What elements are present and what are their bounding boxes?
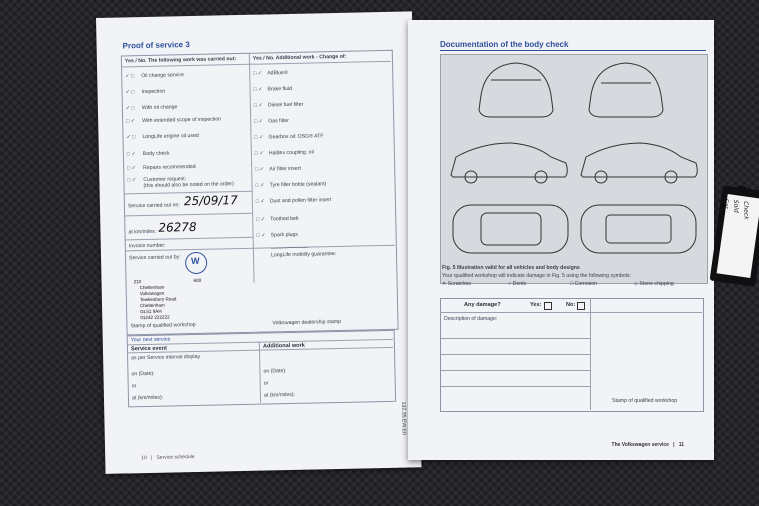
stamp-line: Tewkesbury Road [139, 296, 177, 303]
symbol-scratches: ✕ Scratches [442, 281, 471, 287]
check: □ ✓ [253, 102, 263, 109]
check: □ ✓ [256, 232, 266, 239]
next-row: as per Service interval display [131, 353, 201, 362]
right-item: Diesel fuel filter [267, 101, 304, 109]
service-by-label: Service carried out by: [128, 254, 181, 262]
left-item-note: (this should also be noted on the order) [143, 181, 234, 190]
page-footer: 10 | Service schedule [141, 454, 195, 462]
left-item: Oil change service [141, 72, 184, 80]
check: □ ✓ [254, 134, 264, 141]
next-row-right: at (km/miles): [263, 391, 296, 399]
right-item: Spark plugs [270, 231, 299, 239]
page-title: Proof of service 3 [122, 40, 190, 51]
no-label: No: [566, 302, 576, 308]
dealer-stamp-label: Volkswagen dealership stamp [272, 318, 342, 327]
left-item: Customer request: [143, 176, 187, 184]
footer-text: Service schedule [156, 454, 195, 461]
check: □ ✓ [254, 118, 264, 125]
right-page [408, 20, 714, 460]
right-item: Gas filter [268, 117, 290, 125]
no-checkbox[interactable] [577, 302, 585, 310]
left-item: Body check [142, 150, 170, 158]
invoice-label: Invoice number: [128, 242, 166, 250]
next-row: at (km/miles): [131, 394, 164, 402]
col-right-head: Yes / No. Additional work - Change of: [252, 53, 347, 62]
check: □ ✓ [253, 86, 263, 93]
figure-caption: Fig. 5 Illustration valid for all vehicles and body designs [442, 265, 580, 271]
vw-logo: W [185, 252, 207, 274]
vehicle-diagram [440, 54, 708, 284]
stamp-line: 01242 222222 [140, 314, 170, 321]
stamp-line: 600 [193, 277, 202, 284]
left-item: With oil change [141, 104, 178, 112]
stamp-line: Cheltenham [139, 302, 165, 309]
left-item: Inspection [141, 88, 166, 96]
tag-line: Check [741, 201, 750, 220]
right-item: Brake fluid [267, 85, 293, 93]
left-item: With extended scope of inspection [142, 116, 222, 125]
next-row-right: or [263, 380, 269, 387]
symbol-stone-chipping: ◇ Stone chipping [634, 281, 674, 287]
right-item: Dust and pollen filter insert [269, 197, 332, 205]
right-item: Tyre filler bottle (sealant) [269, 181, 327, 189]
next-row: on (Date): [131, 370, 155, 378]
description-label: Description of damage: [444, 316, 498, 322]
stamp-line: Cheltenham [139, 284, 165, 291]
check-oil-change: ✓ □ [125, 73, 135, 80]
stamp-workshop-label: Stamp of qualified workshop [130, 321, 196, 330]
symbol-corrosion: □ Corrosion [570, 281, 598, 287]
page-number: 10 [141, 455, 147, 462]
guarantee-label: LongLife mobility guarantee: [270, 251, 337, 259]
right-item: Air filter insert [269, 165, 301, 173]
stamp-line: GL51 9AH [140, 308, 162, 315]
check-repairs: □ ✓ [127, 165, 137, 172]
right-item: AdBlue® [267, 69, 288, 77]
km-handwritten: 26278 [158, 219, 197, 235]
service-date-handwritten: 25/09/17 [183, 193, 238, 209]
next-row: or [131, 383, 137, 390]
left-item: LongLife engine oil used [142, 132, 199, 141]
check: □ ✓ [255, 198, 265, 205]
page-title: Documentation of the body check [440, 40, 569, 49]
check: □ ✓ [255, 182, 265, 189]
check-inspection: ✓ □ [125, 89, 135, 96]
check-body: □ ✓ [126, 151, 136, 158]
check-longlife: ✓ □ [126, 134, 136, 141]
left-page: Proof of service 3 Yes / No. The following work was carried out: Yes / No. Additional work - Change of: ✓ □ Oil change service ✓ □ Inspection ✓ □ With oil change □ ✓ With extended scope of inspection ✓ □ LongLife engine oil used □ ✓ Body check □ ✓ Repairs recommended □ ✓ Customer request: (this should also be noted on the order) Service carried out on: 25/09/17 at km/miles: 26278 Invoice number: Service carried out by: □ ✓ AdBlue® □ ✓ Brake fluid □ ✓ Diesel fuel filter □ ✓ Gas filter □ ✓ Gearbox oil: DSG® ATF □ ✓ Haldex coupling: oil □ ✓ Air filter insert □ ✓ Tyre filler bottle (sealant) □ ✓ Dust and pollen filter insert □ ✓ Toothed belt □ ✓ Spark plugs _____________ LongLife mobility guarantee: W 210 600 Cheltenham Volkswagen Tewkesbury Road Cheltenham GL51 9AH 01242 222222 Stamp of qualified workshop Volkswagen dealership stamp Your next service Service event Additional work as per Service interval display on (Date): or at (km/miles): on (Date): or at (km/miles): 132.35.EW.E0 10 | Service schedule [96, 11, 421, 474]
right-item: Toothed belt [270, 215, 299, 223]
workshop-note: Your qualified workshop will indicate damage in Fig. 5 using the following symbols: [442, 273, 631, 279]
tag-line: Sold [732, 199, 740, 213]
service-date-label: Service carried out on: [127, 202, 180, 210]
col-left-head: Yes / No. The following work was carried out: [124, 56, 237, 65]
km-label: at km/miles: [128, 228, 157, 236]
yes-label: Yes: [530, 302, 542, 308]
check-with-oil: ✓ □ [125, 105, 135, 112]
next-service-title: Your next service [130, 336, 171, 344]
left-item: Repairs recommended [143, 163, 196, 172]
stamp-line: 210 [133, 279, 142, 285]
service-event-head: Service event [130, 345, 168, 353]
check-customer: □ ✓ [127, 177, 137, 184]
page-number: 11 [678, 442, 684, 448]
symbol-dents: ○ Dents [508, 281, 527, 287]
tag-line: Car [722, 198, 730, 209]
check-extended: □ ✓ [126, 118, 136, 125]
vehicle-outlines [441, 55, 707, 283]
stamp-line: Volkswagen [139, 290, 165, 297]
right-item: Gearbox oil: DSG® ATF [268, 133, 324, 141]
right-item: Haldex coupling: oil [268, 149, 314, 157]
page-footer: The Volkswagen service | 11 [611, 442, 684, 448]
vertical-code: 132.35.EW.E0 [400, 401, 407, 435]
footer-text: The Volkswagen service [611, 442, 669, 448]
any-damage-label: Any damage? [464, 302, 501, 308]
yes-checkbox[interactable] [544, 302, 552, 310]
check: □ ✓ [253, 70, 263, 77]
stamp-workshop-label: Stamp of qualified workshop [612, 398, 678, 404]
check: □ ✓ [255, 166, 265, 173]
additional-work-head: Additional work [262, 342, 305, 350]
check: □ ✓ [256, 216, 266, 223]
next-row-right: on (Date): [263, 368, 287, 375]
check: □ ✓ [254, 150, 264, 157]
